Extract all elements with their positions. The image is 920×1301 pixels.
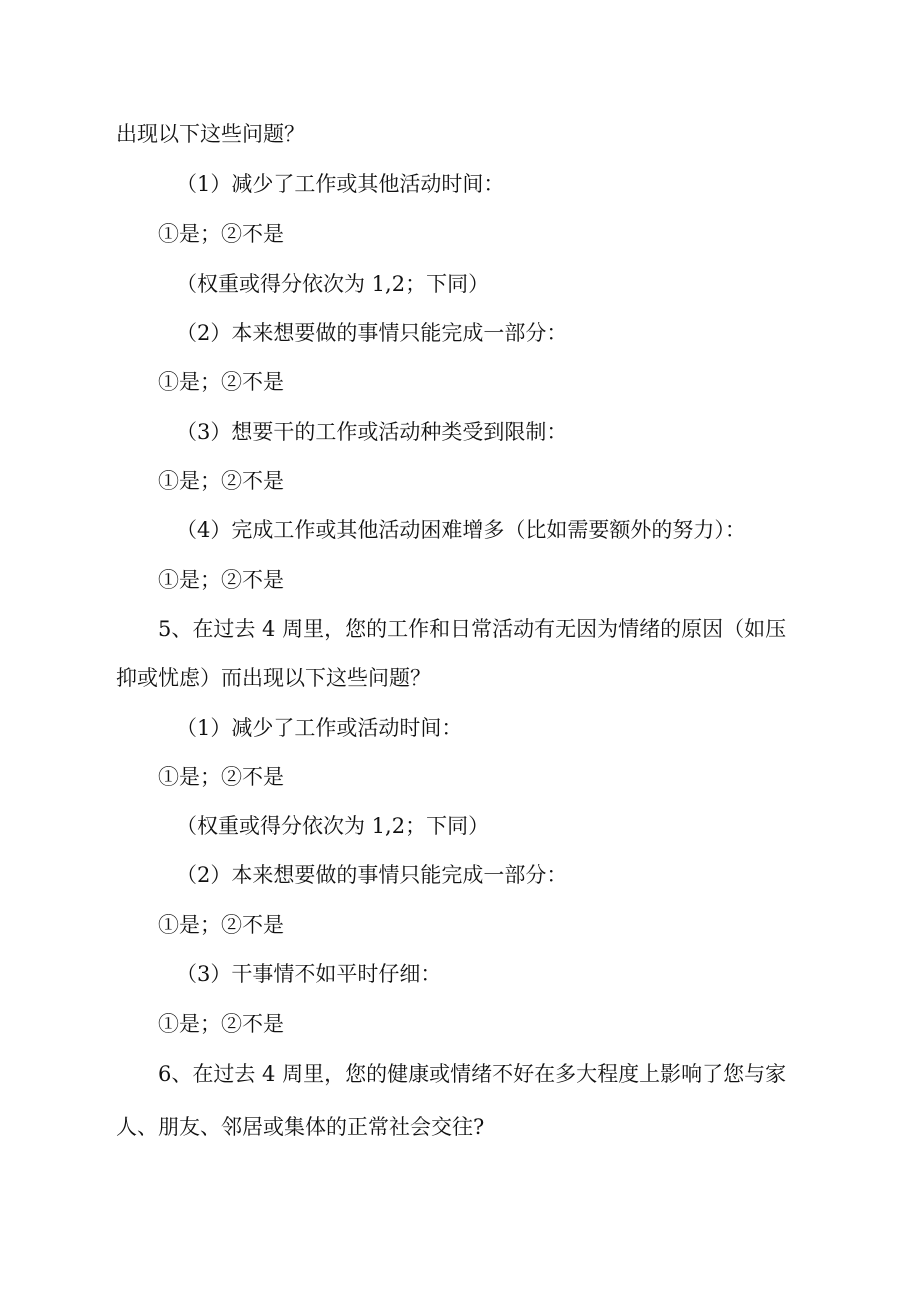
text-line: 出现以下这些问题？ — [116, 122, 305, 146]
question-item: （2）本来想要做的事情只能完成一部分： — [176, 863, 568, 887]
scoring-note: （权重或得分依次为 1,2；下同） — [176, 272, 490, 296]
question-item: （3）干事情不如平时仔细： — [176, 962, 442, 986]
question-heading: 5、在过去 4 周里，您的工作和日常活动有无因为情绪的原因（如压 — [158, 617, 787, 641]
question-item: （2）本来想要做的事情只能完成一部分： — [176, 321, 568, 345]
answer-options: ①是；②不是 — [158, 765, 284, 789]
question-item: （1）减少了工作或活动时间： — [176, 716, 463, 740]
text-line: 抑或忧虑）而出现以下这些问题？ — [116, 666, 431, 690]
text-line: 人、朋友、邻居或集体的正常社会交往? — [116, 1115, 485, 1139]
answer-options: ①是；②不是 — [158, 1012, 284, 1036]
answer-options: ①是；②不是 — [158, 568, 284, 592]
answer-options: ①是；②不是 — [158, 370, 284, 394]
question-item: （1）减少了工作或其他活动时间： — [176, 172, 505, 196]
answer-options: ①是；②不是 — [158, 469, 284, 493]
question-item: （3）想要干的工作或活动种类受到限制： — [176, 420, 568, 444]
scoring-note: （权重或得分依次为 1,2；下同） — [176, 814, 490, 838]
question-heading: 6、在过去 4 周里，您的健康或情绪不好在多大程度上影响了您与家 — [158, 1062, 787, 1086]
answer-options: ①是；②不是 — [158, 222, 284, 246]
question-item: （4）完成工作或其他活动困难增多（比如需要额外的努力）： — [176, 518, 746, 542]
answer-options: ①是；②不是 — [158, 913, 284, 937]
